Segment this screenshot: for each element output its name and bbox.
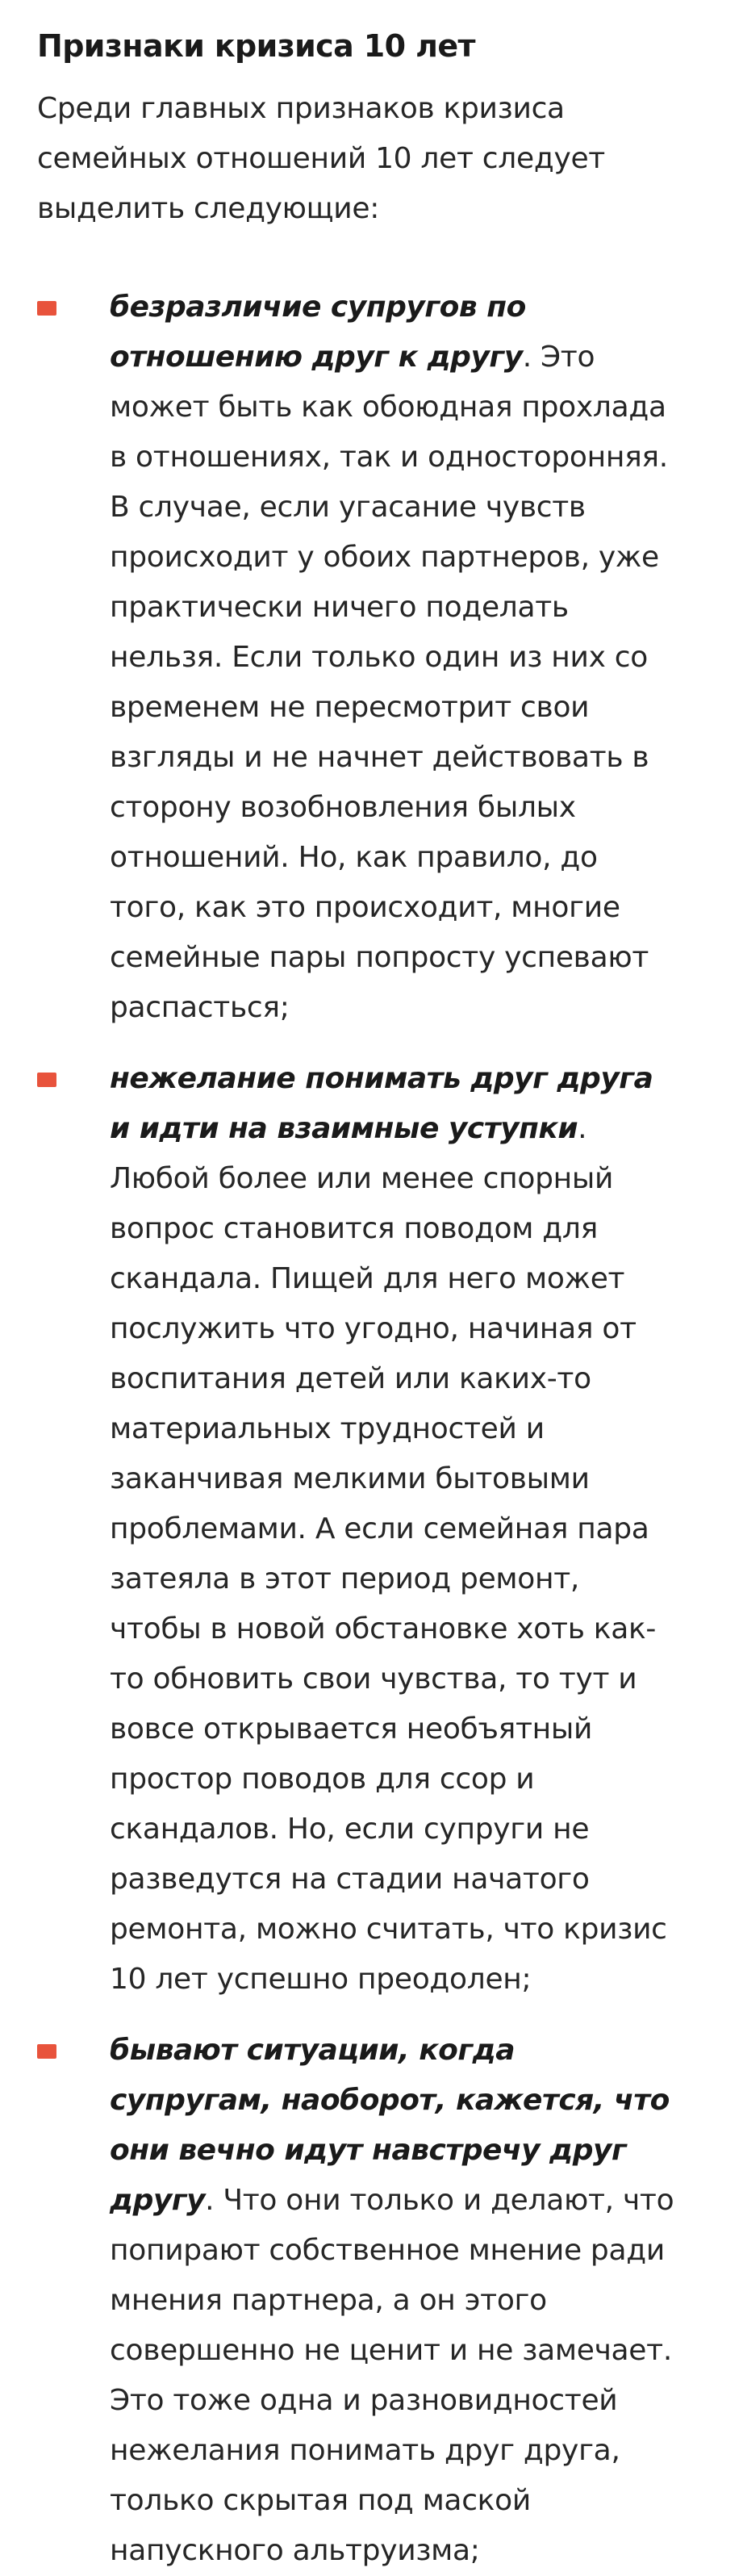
list-item-text: . Это может быть как обоюдная прохлада в отношениях, так и односторонняя. В случае, если угасание чувств происходит у обоих партнеров, уже практически ничего поделать нельзя. Если только один из них со временем не пересмотрит свои взгляды и не начнет действовать в сторону возобновления былых отношений. Но, как правило, до того, как это происходит, многие семейные пары попросту успевают распасться; — [110, 341, 668, 1024]
bullet-marker — [37, 301, 56, 316]
bullet-marker — [37, 1073, 56, 1087]
list-item — [37, 1054, 678, 2005]
intro-paragraph: Среди главных признаков кризиса семейных отношений 10 лет следует выделить следующие: — [37, 92, 605, 225]
list-item — [37, 2026, 682, 2576]
list-item-text: . Любой более или менее спорный вопрос становится поводом для скандала. Пищей для него может послужить что угодно, начиная от воспитания детей или каких-то материальных трудностей и заканчивая мелкими бытовыми проблемами. А если семейная пара затеяла в этот период ремонт, чтобы в новой обстановке хоть как-то обновить свои чувства, то тут и вовсе открывается необъятный простор поводов для ссор и скандалов. Но, если супруги не разведутся на стадии начатого ремонта, можно считать, что кризис 10 лет успешно преодолен; — [110, 1112, 667, 1996]
signs-list — [37, 282, 706, 2576]
bullet-marker — [37, 2044, 56, 2059]
list-item-text: . Что они только и делают, что попирают собственное мнение ради мнения партнера, а он этого совершенно не ценит и не замечает. Это тоже одна и разновидностей нежелания понимать друг друга, только скрытая под маской напускного альтруизма; — [110, 2184, 674, 2567]
list-item — [37, 282, 674, 1033]
list-item-lead: нежелание понимать друг друга и идти на взаимные уступки — [110, 1062, 653, 1145]
section-title: Признаки кризиса 10 лет — [37, 28, 475, 64]
list-item-lead: безразличие супругов по отношению друг к другу — [110, 291, 526, 374]
list-item-lead: бывают ситуации, когда супругам, наоборот, кажется, что они вечно идут навстречу друг другу — [110, 2034, 670, 2217]
